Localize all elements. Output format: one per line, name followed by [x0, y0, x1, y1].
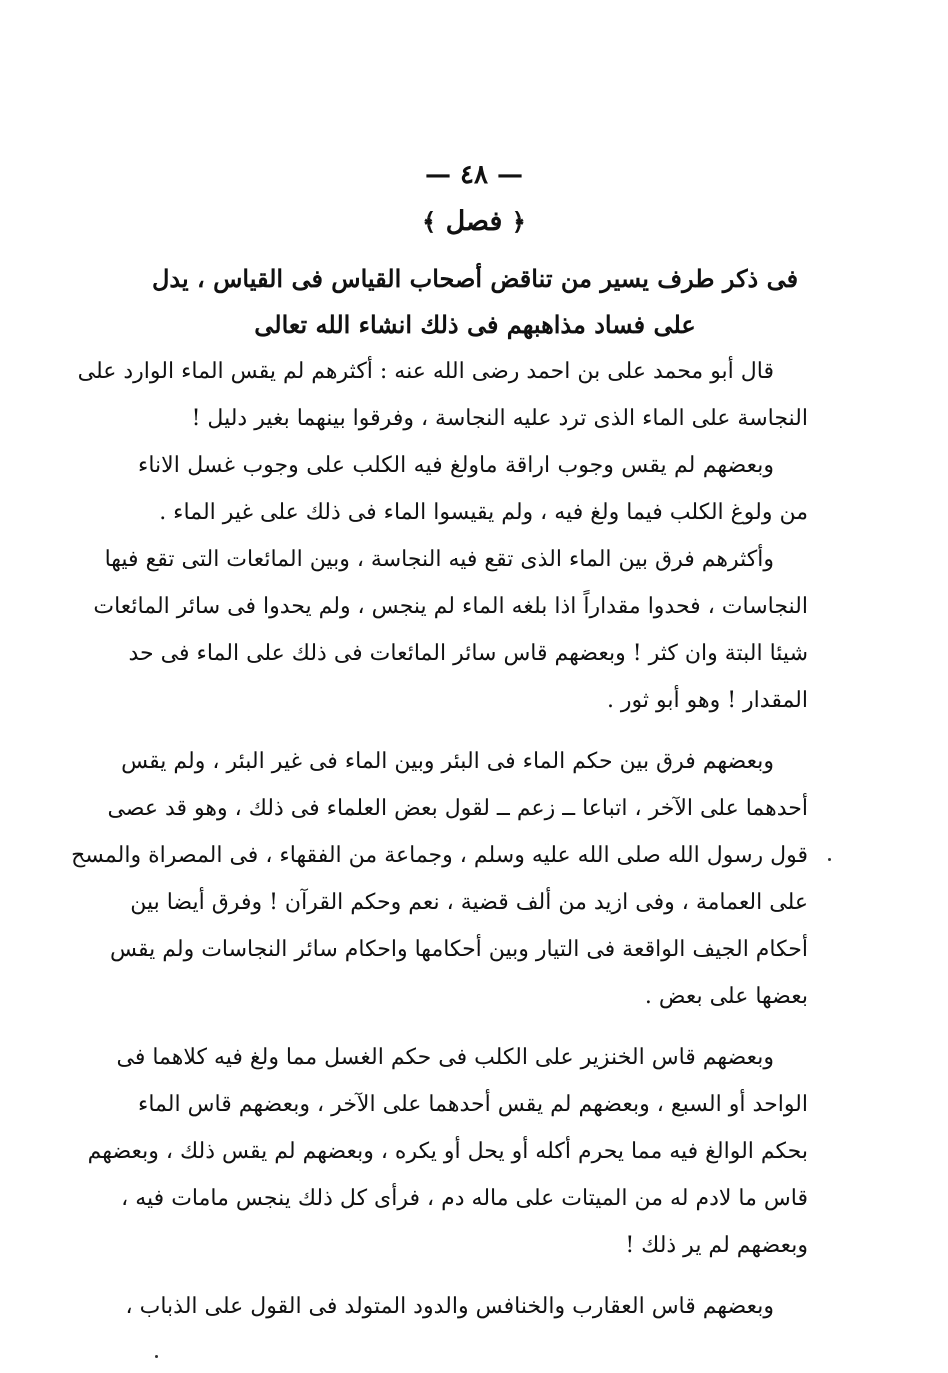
text-line: قاس ما لادم له من الميتات على ماله دم ، فرأى كل ذلك ينجس مامات فيه ، — [121, 1186, 808, 1211]
text-line: أحدهما على الآخر ، اتباعا ــ زعم ــ لقول بعض العلماء فى ذلك ، وهو قد عصى — [107, 796, 808, 821]
text-line: قول رسول الله صلى الله عليه وسلم ، وجماعة من الفقهاء ، فى المصراة والمسح — [71, 843, 808, 868]
section-title — [0, 205, 948, 239]
body-text — [71, 348, 808, 1330]
text-line: وبعضهم لم يقس وجوب اراقة ماولغ فيه الكلب على وجوب غسل الاناء — [138, 453, 774, 478]
ornamental-bracket-right: ﴿ — [511, 207, 526, 236]
page-number: — ٤٨ — — [424, 160, 524, 190]
text-line: من ولوغ الكلب فيما ولغ فيه ، ولم يقيسوا الماء فى ذلك على غير الماء . — [159, 500, 808, 525]
text-line: وأكثرهم فرق بين الماء الذى تقع فيه النجاسة ، وبين المائعات التى تقع فيها — [104, 547, 774, 572]
text-line: النجاسات ، فحدوا مقداراً اذا بلغه الماء لم ينجس ، ولم يحدوا فى سائر المائعات — [93, 594, 808, 619]
text-line: بحكم الوالغ فيه مما يحرم أكله أو يحل أو يكره ، وبعضهم لم يقس ذلك ، وبعضهم — [87, 1139, 808, 1164]
text-line: وبعضهم قاس العقارب والخنافس والدود المتولد فى القول على الذباب ، — [125, 1294, 774, 1319]
speck-mark — [828, 858, 831, 861]
speck-mark — [155, 1355, 158, 1358]
text-line: الواحد أو السبع ، وبعضهم لم يقس أحدهما على الآخر ، وبعضهم قاس الماء — [138, 1092, 808, 1117]
text-line: وبعضهم فرق بين حكم الماء فى البئر وبين الماء فى غير البئر ، ولم يقس — [121, 749, 774, 774]
text-line: شيئا البتة وان كثر ! وبعضهم قاس سائر المائعات فى ذلك على الماء فى حد — [128, 641, 808, 666]
ornamental-bracket-left: ﴾ — [422, 207, 437, 236]
text-line: المقدار ! وهو أبو ثور . — [606, 688, 808, 713]
heading-line-1: فى ذكر طرف يسير من تناقض أصحاب القياس فى القياس ، يدل — [151, 264, 799, 293]
text-line: بعضها على بعض . — [644, 984, 808, 1009]
text-line: وبعضهم قاس الخنزير على الكلب فى حكم الغسل مما ولغ فيه كلاهما فى — [116, 1045, 774, 1070]
text-line: قال أبو محمد على بن احمد رضى الله عنه : أكثرهم لم يقس الماء الوارد على — [77, 359, 774, 384]
text-line: النجاسة على الماء الذى ترد عليه النجاسة ، وفرقوا بينهما بغير دليل ! — [191, 406, 808, 431]
text-line: على العمامة ، وفى ازيد من ألف قضية ، نعم وحكم القرآن ! وفرق أيضا بين — [130, 890, 808, 915]
text-line: وبعضهم لم ير ذلك ! — [625, 1233, 808, 1258]
heading-line-2: على فساد مذاهبهم فى ذلك انشاء الله تعالى — [254, 310, 696, 339]
text-line: أحكام الجيف الواقعة فى التيار وبين أحكامها واحكام سائر النجاسات ولم يقس — [109, 937, 808, 962]
section-title-text: فصل — [445, 206, 503, 237]
